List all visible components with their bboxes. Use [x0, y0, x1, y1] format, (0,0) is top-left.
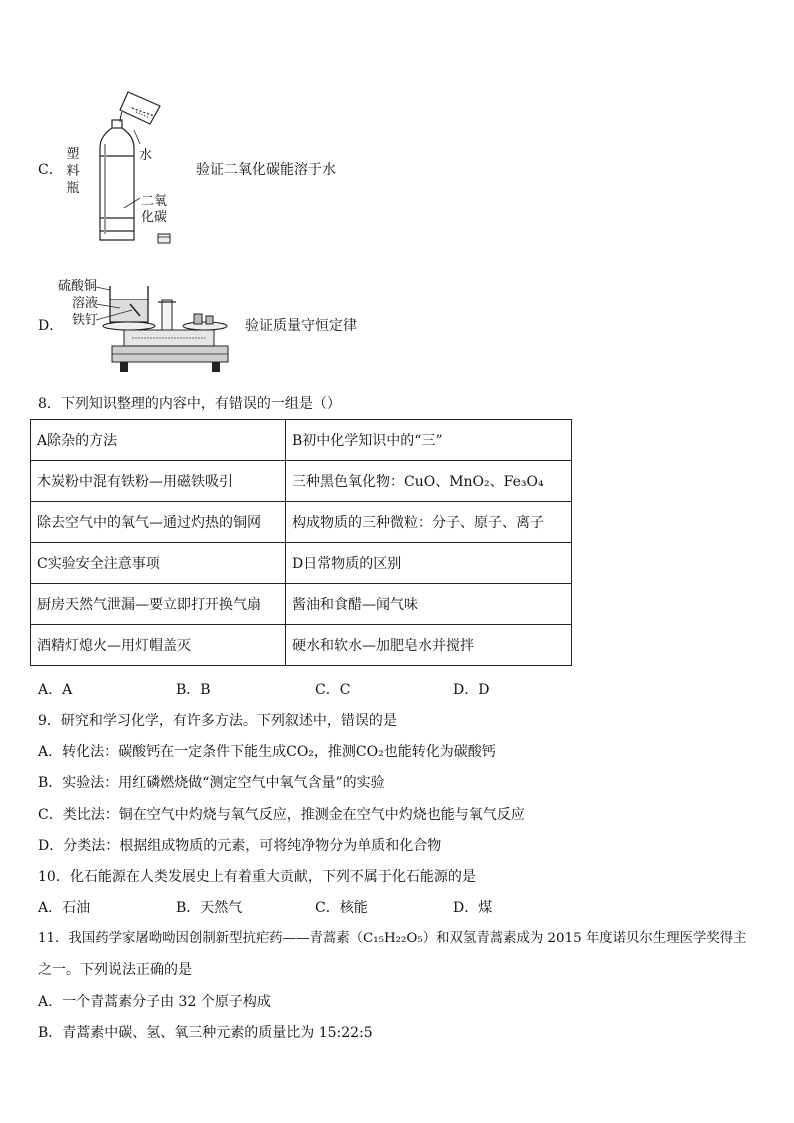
q10-option-b[interactable]: B．天然气 [176, 900, 243, 916]
water-label: 水 [139, 148, 153, 163]
q10-stem: 10．化石能源在人类发展史上有着重大贡献，下列不属于化石能源的是 [38, 869, 476, 885]
q11-option-a[interactable]: A．一个青蒿素分子由 32 个原子构成 [38, 994, 271, 1010]
label-iron-nail: 铁钉 [72, 313, 99, 328]
table-cell: C实验安全注意事项 [31, 543, 286, 584]
option-c-letter: C． [38, 162, 63, 178]
beaker-icon [120, 92, 160, 124]
balance-diagram [96, 280, 236, 380]
table-row [31, 502, 572, 543]
bottle-label-1: 塑 [66, 147, 80, 162]
beaker-icon [110, 286, 148, 322]
table-row [31, 625, 572, 666]
q9-option-d[interactable]: D．分类法：根据组成物质的元素，可将纯净物分为单质和化合物 [38, 838, 442, 854]
table-cell: 硬水和软水—加肥皂水并搅拌 [286, 625, 572, 666]
q11-stem-line2: 之一。下列说法正确的是 [38, 962, 192, 978]
table-cell: 除去空气中的氧气—通过灼热的铜网 [31, 502, 286, 543]
q8-option-c[interactable]: C．C [315, 682, 351, 698]
table-cell: B初中化学知识中的“三” [286, 420, 572, 461]
label-solution: 溶液 [72, 296, 99, 311]
table-cell: 三种黑色氧化物：CuO、MnO₂、Fe₃O₄ [286, 461, 572, 502]
table-cell: A除杂的方法 [31, 420, 286, 461]
knowledge-table [30, 419, 572, 666]
option-d-letter: D． [38, 318, 64, 334]
label-copper-sulfate: 硫酸铜 [58, 279, 98, 294]
table-cell: D日常物质的区别 [286, 543, 572, 584]
q9-stem: 9．研究和学习化学，有许多方法。下列叙述中，错误的是 [38, 713, 397, 729]
table-cell: 构成物质的三种微粒：分子、原子、离子 [286, 502, 572, 543]
option-d-caption: 验证质量守恒定律 [245, 318, 357, 334]
option-c-caption: 验证二氧化碳能溶于水 [196, 162, 336, 178]
bottle-label-2: 料 [66, 164, 80, 179]
q8-option-a[interactable]: A．A [38, 682, 73, 698]
co2-label-2: 化碳 [141, 210, 168, 225]
table-cell: 酒精灯熄火—用灯帽盖灭 [31, 625, 286, 666]
bottle-icon [100, 120, 134, 240]
q11-option-b[interactable]: B．青蒿素中碳、氢、氧三种元素的质量比为 15:22:5 [38, 1025, 373, 1041]
q9-option-a[interactable]: A．转化法：碳酸钙在一定条件下能生成CO₂，推测CO₂也能转化为碳酸钙 [38, 744, 496, 760]
table-row [31, 543, 572, 584]
table-row [31, 461, 572, 502]
bottle-label-3: 瓶 [66, 181, 80, 196]
q11-stem-line1: 11．我国药学家屠呦呦因创制新型抗疟药——青蒿素（C₁₅H₂₂O₅）和双氢青蒿素成为 2015 年度诺贝尔生理医学奖得主 [38, 931, 747, 946]
co2-label-1: 二氧 [141, 194, 168, 209]
table-cell: 木炭粉中混有铁粉—用磁铁吸引 [31, 461, 286, 502]
table-row [31, 420, 572, 461]
table-cell: 厨房天然气泄漏—要立即打开换气扇 [31, 584, 286, 625]
q10-option-c[interactable]: C．核能 [315, 900, 368, 916]
table-cell: 酱油和食醋—闻气味 [286, 584, 572, 625]
q9-option-c[interactable]: C．类比法：铜在空气中灼烧与氧气反应，推测金在空气中灼烧也能与氧气反应 [38, 807, 525, 823]
q10-option-a[interactable]: A．石油 [38, 900, 91, 916]
table-row [31, 584, 572, 625]
q8-option-d[interactable]: D．D [453, 682, 490, 698]
q10-option-d[interactable]: D．煤 [453, 900, 493, 916]
q8-option-b[interactable]: B．B [176, 682, 211, 698]
q8-stem: 8．下列知识整理的内容中，有错误的一组是（） [38, 396, 341, 412]
q9-option-b[interactable]: B．实验法：用红磷燃烧做“测定空气中氧气含量”的实验 [38, 775, 385, 791]
